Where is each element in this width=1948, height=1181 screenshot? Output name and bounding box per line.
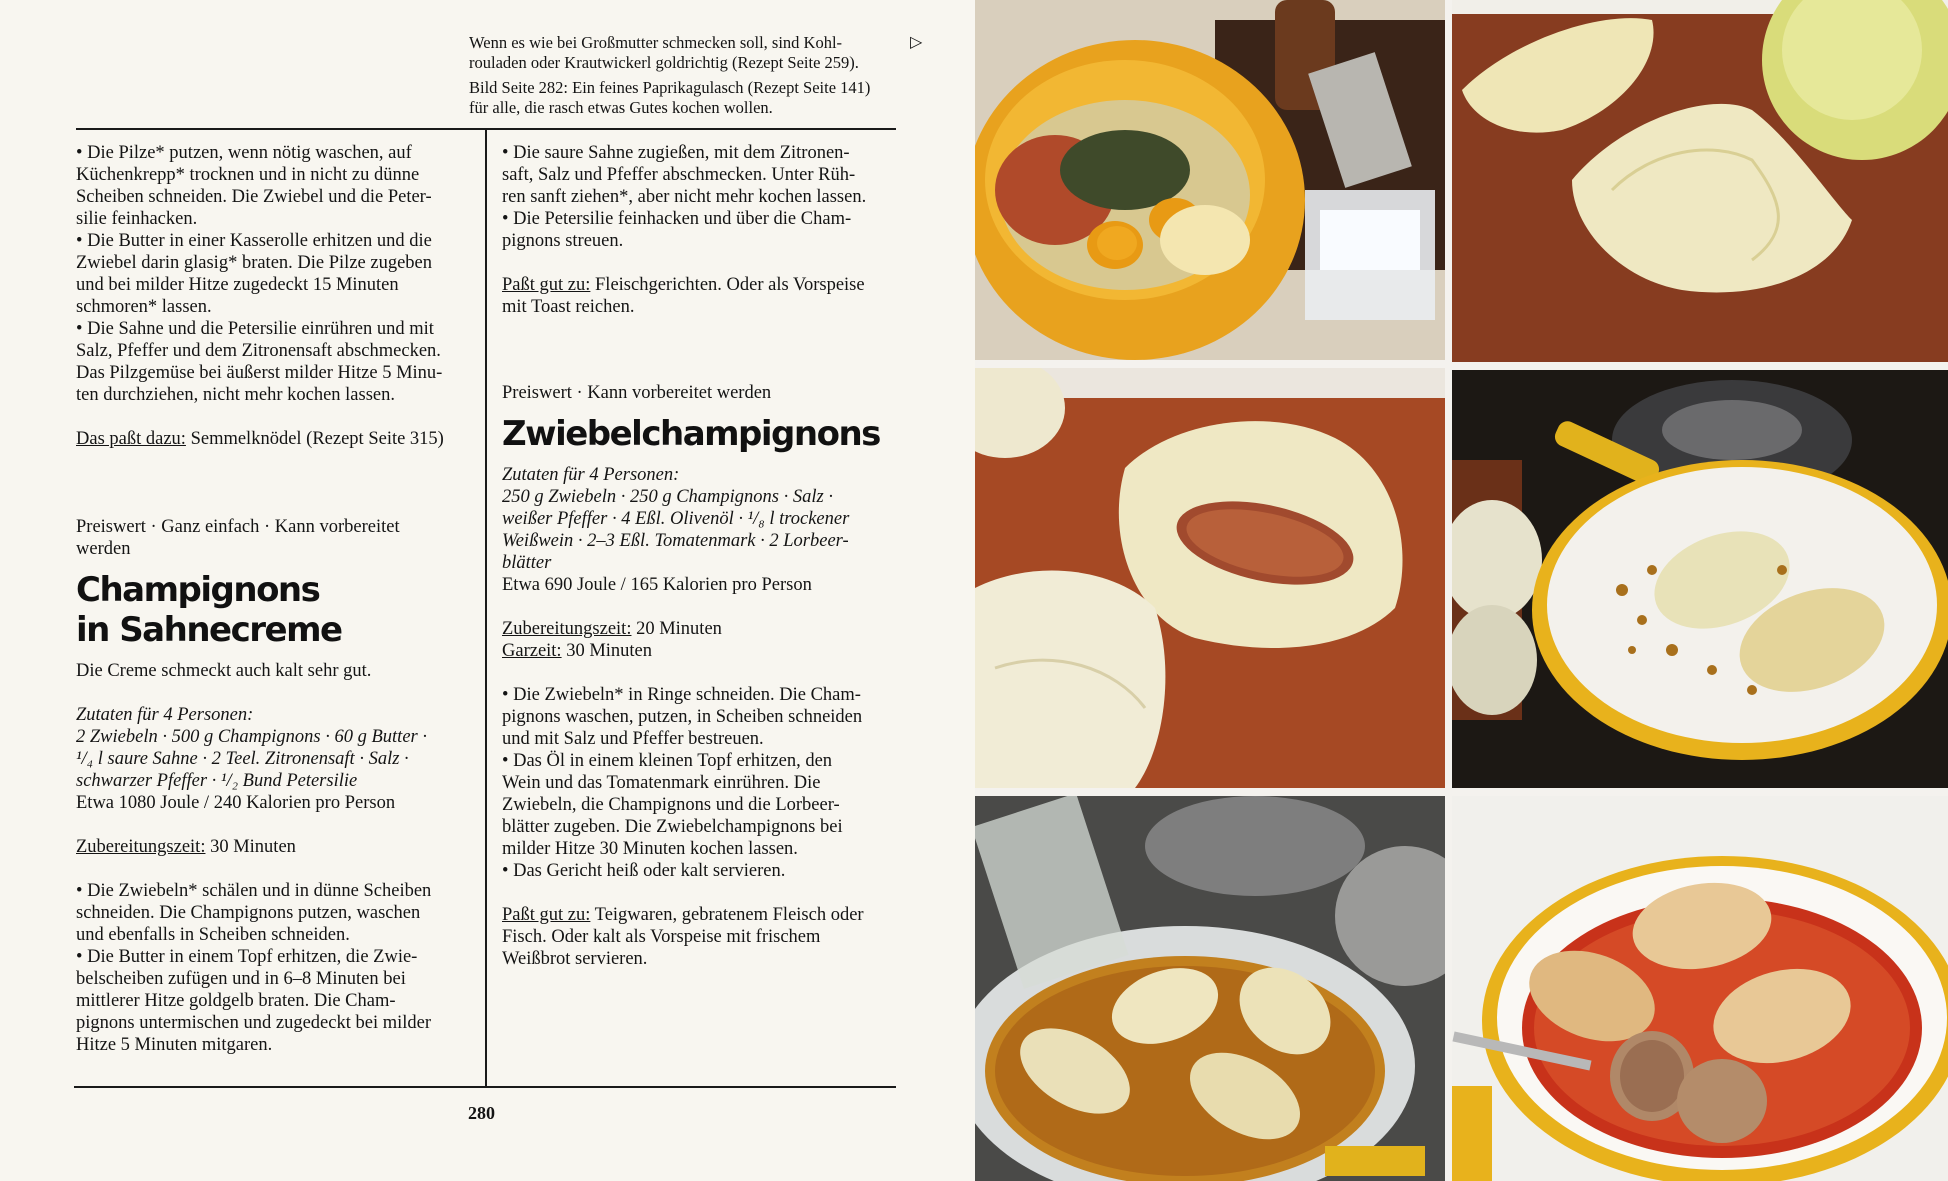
- caption-line: Bild Seite 282: Ein feines Paprikagulasch (Rezept Seite 141): [469, 78, 871, 97]
- text-line: • Das Gericht heiß oder kalt servieren.: [502, 861, 786, 881]
- title-line: Zwiebelchampignons: [502, 414, 880, 454]
- column-divider: [485, 130, 487, 1086]
- serving-suggestion: [76, 428, 474, 450]
- cook-time: [502, 640, 898, 662]
- ingredients-heading: Zutaten für 4 Personen:: [502, 465, 680, 485]
- title-line: in Sahnecreme: [76, 610, 342, 650]
- recipe-steps: [76, 880, 474, 1056]
- ingredients-line: Weißwein · 2–3 Eßl. Tomatenmark · 2 Lorbeer-: [502, 531, 849, 551]
- ingredients-line: ¹/₄ l saure Sahne · 2 Teel. Zitronensaft · Salz ·: [76, 749, 409, 769]
- page-number: 280: [468, 1103, 495, 1123]
- serving-text: Teigwaren, gebratenem Fleisch oder: [590, 905, 864, 925]
- text-line: schmoren* lassen.: [76, 297, 212, 317]
- text-line: und bei milder Hitze zugedeckt 15 Minuten: [76, 275, 399, 295]
- text-line: silie feinhacken.: [76, 209, 198, 229]
- left-column: [76, 142, 474, 1056]
- text-line: Das Pilzgemüse bei äußerst milder Hitze 5 Minu-: [76, 363, 443, 383]
- recipe-intro: Die Creme schmeckt auch kalt sehr gut.: [76, 661, 372, 681]
- serving-text: Weißbrot servieren.: [502, 949, 648, 969]
- serving-text: Fisch. Oder kalt als Vorspeise mit frischem: [502, 927, 821, 947]
- text-line: • Das Öl in einem kleinen Topf erhitzen, den: [502, 751, 833, 771]
- text-line: Wein und das Tomatenmark einrühren. Die: [502, 773, 821, 793]
- text-line: und mit Salz und Pfeffer bestreuen.: [502, 729, 764, 749]
- text-line: • Die Pilze* putzen, wenn nötig waschen, auf: [76, 143, 412, 163]
- text-line: Hitze 5 Minuten mitgaren.: [76, 1035, 273, 1055]
- prep-time-value: 30 Minuten: [205, 837, 296, 857]
- text-line: • Die Zwiebeln* schälen und in dünne Scheiben: [76, 881, 432, 901]
- text-line: • Die Butter in einer Kasserolle erhitzen und die: [76, 231, 432, 251]
- text-line: Küchenkrepp* trocknen und in nicht zu dünne: [76, 165, 420, 185]
- continued-steps: [502, 142, 898, 252]
- page-arrow-icon: ▷: [910, 32, 923, 51]
- recipe-tags: werden: [76, 539, 131, 559]
- ingredients-heading: Zutaten für 4 Personen:: [76, 705, 254, 725]
- prep-time: [76, 836, 474, 858]
- serving-label: Paßt gut zu:: [502, 275, 591, 295]
- text-line: pignons streuen.: [502, 231, 624, 251]
- ingredients-line: 250 g Zwiebeln · 250 g Champignons · Salz ·: [502, 487, 833, 507]
- caption-line: für alle, die rasch etwas Gutes kochen wollen.: [469, 97, 773, 117]
- serving-label: Das paßt dazu:: [76, 429, 186, 449]
- photo-filled-cabbage-leaf: [975, 368, 1445, 788]
- prep-time-value: 20 Minuten: [631, 619, 722, 639]
- text-line: ren sanft ziehen*, aber nicht mehr kochen lassen.: [502, 187, 867, 207]
- text-line: milder Hitze 30 Minuten kochen lassen.: [502, 839, 798, 859]
- photo-cabbage-leaves: [1452, 0, 1948, 362]
- serving-suggestion: [502, 904, 898, 926]
- text-line: Scheiben schneiden. Die Zwiebel und die Peter-: [76, 187, 432, 207]
- text-line: • Die Sahne und die Petersilie einrühren und mit: [76, 319, 434, 339]
- serving-text: mit Toast reichen.: [502, 297, 635, 317]
- prep-time: [502, 618, 898, 640]
- text-line: schneiden. Die Champignons putzen, waschen: [76, 903, 421, 923]
- recipe-title: [502, 414, 898, 454]
- photo-mixing-bowl: [975, 0, 1445, 360]
- ingredients-line: schwarzer Pfeffer · ¹/₂ Bund Petersilie: [76, 771, 358, 791]
- energy-info: Etwa 1080 Joule / 240 Kalorien pro Person: [76, 793, 396, 813]
- text-line: • Die Zwiebeln* in Ringe schneiden. Die Cham-: [502, 685, 861, 705]
- serving-label: Paßt gut zu:: [502, 905, 591, 925]
- serving-text: Fleischgerichten. Oder als Vorspeise: [590, 275, 865, 295]
- recipe-steps: [502, 684, 898, 882]
- recipe-tags: Preiswert · Ganz einfach · Kann vorbereitet: [76, 517, 400, 537]
- text-line: und ebenfalls in Scheiben schneiden.: [76, 925, 350, 945]
- photo-finished-rolls: [1452, 796, 1948, 1181]
- serving-text: Semmelknödel (Rezept Seite 315): [185, 429, 444, 449]
- photo-caption: [469, 33, 909, 117]
- caption-line: rouladen oder Krautwickerl goldrichtig (Rezept Seite 259).: [469, 52, 859, 72]
- serving-suggestion: [502, 274, 898, 296]
- text-line: belscheiben zufügen und in 6–8 Minuten bei: [76, 969, 406, 989]
- photo-pouring-broth: [975, 796, 1445, 1181]
- cook-time-value: 30 Minuten: [561, 641, 653, 661]
- text-line: saft, Salz und Pfeffer abschmecken. Unter Rüh-: [502, 165, 856, 185]
- text-line: • Die Petersilie feinhacken und über die Cham-: [502, 209, 852, 229]
- ingredients-line: 2 Zwiebeln · 500 g Champignons · 60 g Butter ·: [76, 727, 427, 747]
- text-line: ten durchziehen, nicht mehr kochen lassen.: [76, 385, 396, 405]
- recipe-title: [76, 570, 474, 650]
- prep-time-label: Zubereitungszeit:: [502, 619, 632, 639]
- ingredients-line: weißer Pfeffer · 4 Eßl. Olivenöl · ¹/₈ l trockener: [502, 509, 850, 529]
- text-line: blätter zugeben. Die Zwiebelchampignons bei: [502, 817, 843, 837]
- caption-line: Wenn es wie bei Großmutter schmecken soll, sind Kohl-: [469, 33, 843, 52]
- energy-info: Etwa 690 Joule / 165 Kalorien pro Person: [502, 575, 812, 595]
- text-line: Zwiebeln, die Champignons und die Lorbeer-: [502, 795, 840, 815]
- photo-rolls-in-pan: [1452, 370, 1948, 788]
- text-line: • Die saure Sahne zugießen, mit dem Zitronen-: [502, 143, 850, 163]
- prep-time-label: Zubereitungszeit:: [76, 837, 206, 857]
- text-line: mittlerer Hitze goldgelb braten. Die Cham-: [76, 991, 396, 1011]
- text-line: pignons untermischen und zugedeckt bei milder: [76, 1013, 432, 1033]
- text-line: • Die Butter in einem Topf erhitzen, die Zwie-: [76, 947, 418, 967]
- bottom-rule: [74, 1086, 896, 1088]
- previous-recipe-steps: [76, 142, 474, 406]
- right-column: [502, 142, 898, 970]
- text-line: Salz, Pfeffer und dem Zitronensaft abschmecken.: [76, 341, 441, 361]
- recipe-tags: Preiswert · Kann vorbereitet werden: [502, 383, 772, 403]
- title-line: Champignons: [76, 570, 320, 610]
- text-line: Zwiebel darin glasig* braten. Die Pilze zugeben: [76, 253, 432, 273]
- text-line: pignons waschen, putzen, in Scheiben schneiden: [502, 707, 863, 727]
- cook-time-label: Garzeit:: [502, 641, 562, 661]
- ingredients-line: blätter: [502, 553, 552, 573]
